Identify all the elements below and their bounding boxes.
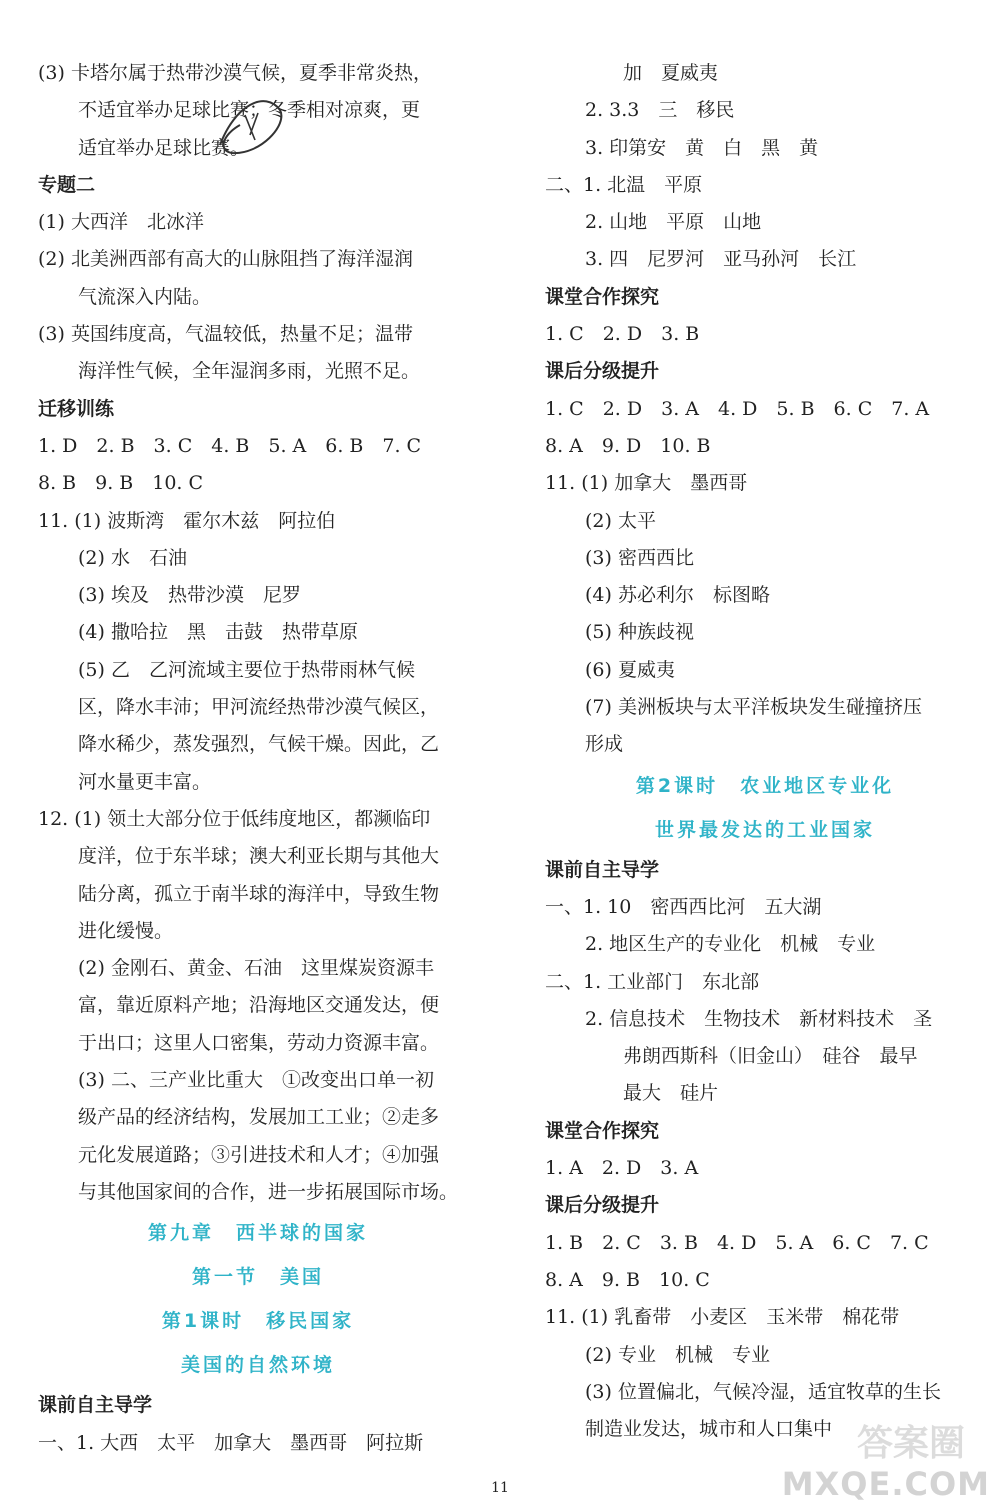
answer-line: 不适宜举办足球比赛；冬季相对凉爽，更 [78, 99, 421, 122]
answer-line: 11. (1) 波斯湾 霍尔木兹 阿拉伯 [38, 509, 336, 532]
handwritten-mark [210, 85, 290, 165]
answer-line: 海洋性气候，全年湿润多雨，光照不足。 [78, 360, 421, 383]
answer-line: 降水稀少，蒸发强烈，气候干燥。因此，乙 [78, 733, 440, 756]
answer-line: 适宜举办足球比赛。 [78, 136, 250, 159]
answer-line: (4) 撒哈拉 黑 击鼓 热带草原 [78, 621, 358, 644]
answer-line: 2. 地区生产的专业化 机械 专业 [585, 933, 876, 956]
chapter-title: 第一节 美国 [191, 1266, 324, 1289]
answer-line: 一、1. 大西 太平 加拿大 墨西哥 阿拉斯 [38, 1431, 424, 1454]
answer-line: 制造业发达，城市和人口集中 [585, 1418, 833, 1441]
answer-line: 河水量更丰富。 [78, 770, 212, 793]
answer-line: 3. 四 尼罗河 亚马孙河 长江 [585, 248, 857, 271]
answer-line: (3) 二、三产业比重大 ①改变出口单一初 [78, 1069, 434, 1092]
answer-line: 1. A 2. D 3. A [545, 1157, 699, 1180]
answer-line: 一、1. 10 密西西比河 五大湖 [545, 895, 822, 918]
answer-line: 最大 硅片 [623, 1082, 719, 1105]
section-heading: 课前自主导学 [545, 858, 660, 881]
answer-line: (3) 位置偏北，气候冷湿，适宜牧草的生长 [585, 1380, 941, 1403]
chapter-title: 第1课时 移民国家 [161, 1310, 355, 1333]
section-heading: 迁移训练 [38, 397, 115, 420]
answer-line: (3) 密西西比 [585, 546, 694, 569]
answer-line: 8. B 9. B 10. C [38, 472, 204, 495]
answer-line: (5) 乙 乙河流域主要位于热带雨林气候 [78, 658, 415, 681]
answer-line: 1. C 2. D 3. A 4. D 5. B 6. C 7. A [545, 397, 930, 420]
chapter-title: 美国的自然环境 [180, 1354, 335, 1377]
answer-line: 于出口；这里人口密集，劳动力资源丰富。 [78, 1031, 440, 1054]
answer-line: (3) 英国纬度高，气温较低，热量不足；温带 [38, 323, 413, 346]
answer-line: (3) 埃及 热带沙漠 尼罗 [78, 584, 301, 607]
answer-line: 弗朗西斯科（旧金山） 硅谷 最早 [623, 1045, 918, 1068]
answer-line: 二、1. 工业部门 东北部 [545, 970, 760, 993]
answer-line: (2) 专业 机械 专业 [585, 1343, 770, 1366]
answer-line: 二、1. 北温 平原 [545, 173, 703, 196]
answer-line: 2. 山地 平原 山地 [585, 211, 762, 234]
answer-line: 1. B 2. C 3. B 4. D 5. A 6. C 7. C [545, 1231, 929, 1254]
answer-line: (2) 金刚石、黄金、石油 这里煤炭资源丰 [78, 957, 434, 980]
answer-line: (7) 美洲板块与太平洋板块发生碰撞挤压 [585, 696, 922, 719]
answer-line: 8. A 9. D 10. B [545, 434, 711, 457]
chapter-title: 世界最发达的工业国家 [654, 818, 875, 841]
section-heading: 专题二 [38, 173, 96, 196]
section-heading: 课后分级提升 [545, 1194, 660, 1217]
answer-line: 11. (1) 加拿大 墨西哥 [545, 472, 748, 495]
answer-line: 12. (1) 领土大部分位于低纬度地区，都濒临印 [38, 807, 431, 830]
answer-line: 进化缓慢。 [78, 919, 174, 942]
answer-line: 2. 3.3 三 移民 [585, 99, 735, 122]
watermark-logo: MXQE.COM [781, 1465, 990, 1503]
answer-line: 区，降水丰沛；甲河流经热带沙漠气候区， [78, 696, 440, 719]
answer-line: (2) 北美洲西部有高大的山脉阻挡了海洋湿润 [38, 248, 413, 271]
answer-line: (2) 水 石油 [78, 546, 187, 569]
answer-line: 3. 印第安 黄 白 黑 黄 [585, 136, 819, 159]
answer-line: 级产品的经济结构，发展加工工业；②走多 [78, 1106, 440, 1129]
section-heading: 课堂合作探究 [545, 285, 660, 308]
answer-line: 形成 [585, 733, 624, 756]
answer-line: (3) 卡塔尔属于热带沙漠气候，夏季非常炎热， [38, 62, 432, 84]
answer-line: (1) 大西洋 北冰洋 [38, 211, 204, 234]
answer-line: (5) 种族歧视 [585, 621, 694, 644]
answer-line: 元化发展道路；③引进技术和人才；④加强 [78, 1143, 440, 1166]
answer-line: 1. C 2. D 3. B [545, 323, 700, 346]
answer-line: 与其他国家间的合作，进一步拓展国际市场。 [78, 1180, 459, 1203]
answer-line: 2. 信息技术 生物技术 新材料技术 圣 [585, 1007, 933, 1030]
answer-line: (4) 苏必利尔 标图略 [585, 584, 770, 607]
chapter-title: 第2课时 农业地区专业化 [635, 774, 895, 797]
answer-line: (2) 太平 [585, 509, 656, 532]
page-number: 11 [491, 1480, 509, 1496]
watermark-logo-cn: 答案圈 [856, 1423, 965, 1464]
section-heading: 课前自主导学 [38, 1394, 153, 1417]
answer-line: 11. (1) 乳畜带 小麦区 玉米带 棉花带 [545, 1306, 900, 1329]
answer-line: 1. D 2. B 3. C 4. B 5. A 6. B 7. C [38, 434, 422, 457]
answer-line: 富，靠近原料产地；沿海地区交通发达，便 [78, 994, 440, 1017]
chapter-title: 第九章 西半球的国家 [147, 1222, 368, 1245]
answer-line: 8. A 9. B 10. C [545, 1268, 710, 1291]
answer-line: (6) 夏威夷 [585, 658, 675, 681]
right-column [545, 55, 985, 1448]
section-heading: 课后分级提升 [545, 360, 660, 383]
answer-line: 陆分离，孤立于南半球的海洋中，导致生物 [78, 882, 440, 905]
section-heading: 课堂合作探究 [545, 1119, 660, 1142]
answer-line: 度洋，位于东半球；澳大利亚长期与其他大 [78, 845, 440, 868]
answer-line: 加 夏威夷 [623, 62, 719, 84]
left-column [38, 55, 478, 1462]
answer-line: 气流深入内陆。 [78, 285, 212, 308]
